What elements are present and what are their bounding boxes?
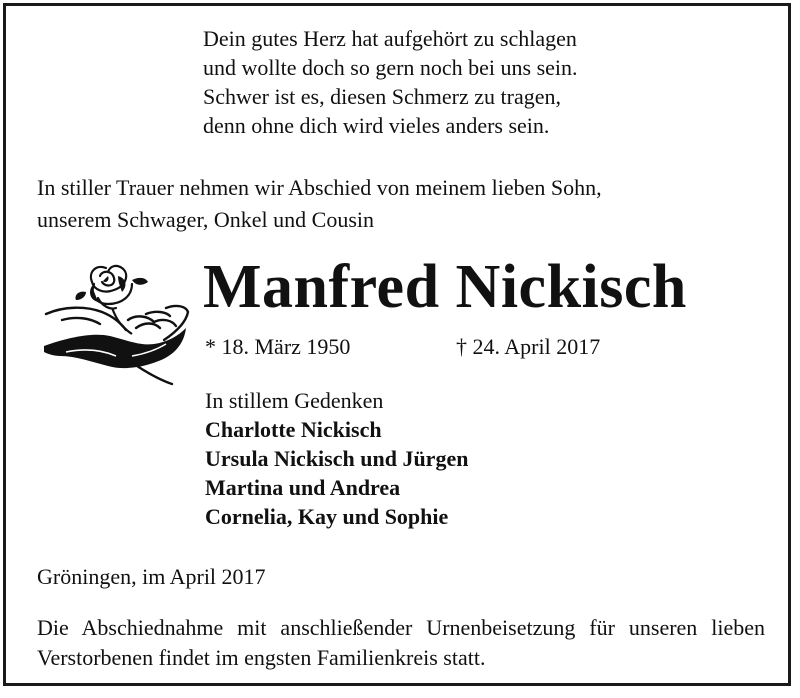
mourner-name: Martina und Andrea <box>205 475 401 500</box>
obituary-notice <box>3 3 791 686</box>
hands-holding-rose-icon <box>36 256 196 388</box>
poem <box>203 24 578 140</box>
birth-date: * 18. März 1950 <box>205 334 351 359</box>
poem-line: Schwer ist es, diesen Schmerz zu tragen, <box>203 84 561 109</box>
intro-text <box>37 172 602 236</box>
intro-line: unserem Schwager, Onkel und Cousin <box>37 207 375 232</box>
closing-text: Die Abschiednahme mit anschließender Urnenbeisetzung für unseren lieben Verstorbenen findet im engsten Familienkreis statt. <box>37 615 765 670</box>
deceased-name: Manfred Nickisch <box>203 253 687 321</box>
mourner-name: Ursula Nickisch und Jürgen <box>205 446 469 471</box>
mourner-name: Charlotte Nickisch <box>205 417 382 442</box>
mourner-name: Cornelia, Kay und Sophie <box>205 504 449 529</box>
mourners-heading: In stillem Gedenken <box>205 388 384 413</box>
mourners-block <box>205 386 468 531</box>
poem-line: denn ohne dich wird vieles anders sein. <box>203 113 550 138</box>
poem-line: Dein gutes Herz hat aufgehört zu schlagen <box>203 26 577 51</box>
intro-line: In stiller Trauer nehmen wir Abschied von meinem lieben Sohn, <box>37 175 602 200</box>
place-and-date: Gröningen, im April 2017 <box>37 564 266 589</box>
poem-line: und wollte doch so gern noch bei uns sein. <box>203 55 578 80</box>
death-date: † 24. April 2017 <box>456 334 601 359</box>
